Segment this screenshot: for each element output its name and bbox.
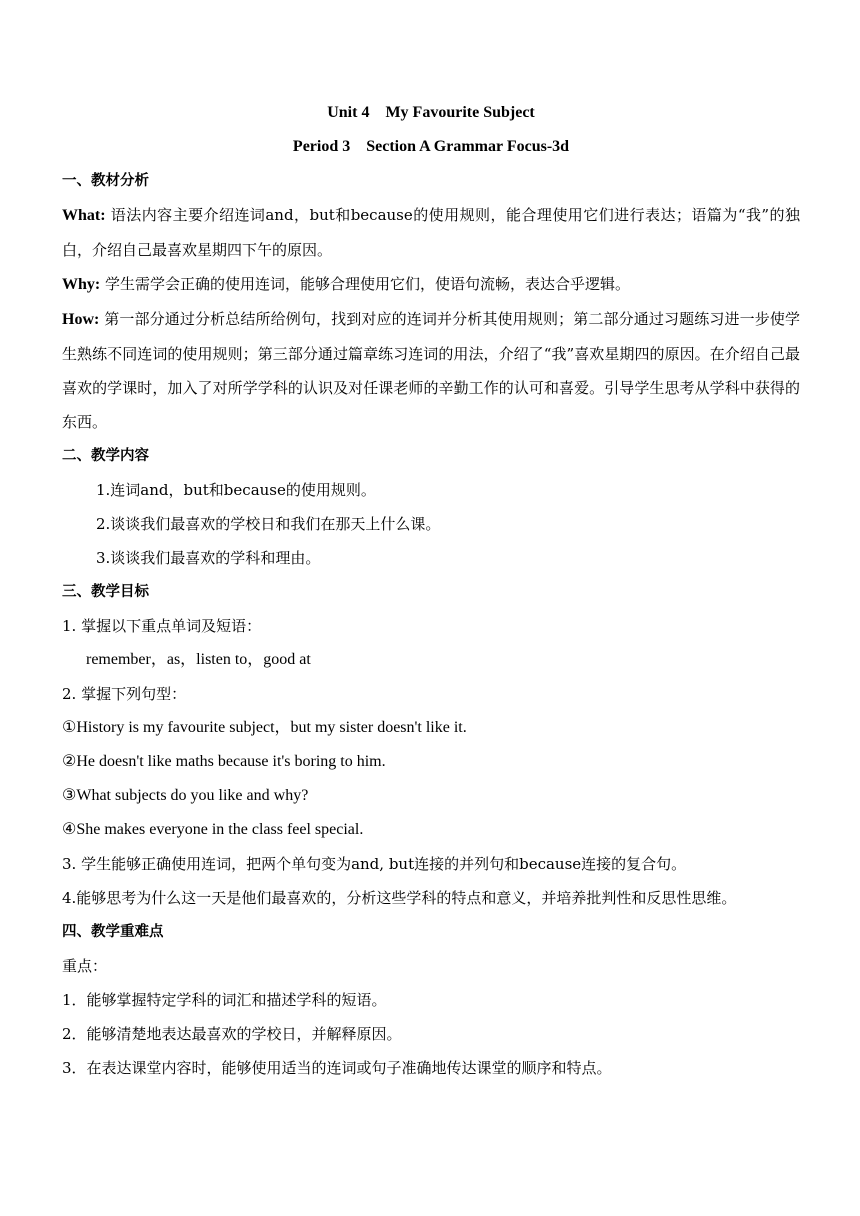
- sentence-pattern: ②He doesn't like maths because it's boring to him.: [62, 753, 386, 770]
- what-label: What:: [62, 207, 106, 224]
- sentence-pattern: ④She makes everyone in the class feel special.: [62, 821, 364, 838]
- goal-item: 2. 掌握下列句型：: [62, 685, 187, 703]
- key-point-item: 2．能够清楚地表达最喜欢的学校日，并解释原因。: [62, 1025, 402, 1043]
- content-item: 1.连词and，but和because的使用规则。: [96, 481, 376, 499]
- key-point-item: 1．能够掌握特定学科的词汇和描述学科的短语。: [62, 991, 387, 1009]
- what-text: 语法内容主要介绍连词and，but和because的使用规则，能合理使用它们进行表达；语篇为“我”的独白，介绍自己最喜欢星期四下午的原因。: [62, 206, 800, 259]
- section1-heading: 一、教材分析: [62, 173, 149, 189]
- document-title: Unit 4 My Favourite Subject: [327, 104, 535, 121]
- why-paragraph: [62, 267, 800, 302]
- content-item: 3.谈谈我们最喜欢的学科和理由。: [96, 549, 321, 567]
- how-paragraph: [62, 302, 800, 439]
- how-label: How:: [62, 311, 100, 328]
- goal-item: 4.能够思考为什么这一天是他们最喜欢的，分析这些学科的特点和意义，并培养批判性和反思性思维。: [62, 889, 737, 907]
- goal-item: 3. 学生能够正确使用连词，把两个单句变为and, but连接的并列句和because连接的复合句。: [62, 855, 687, 873]
- goal-item: 1. 掌握以下重点单词及短语：: [62, 617, 262, 635]
- key-words: remember，as，listen to，good at: [86, 651, 311, 668]
- sentence-pattern: ③What subjects do you like and why?: [62, 787, 309, 804]
- key-point-item: 3．在表达课堂内容时，能够使用适当的连词或句子准确地传达课堂的顺序和特点。: [62, 1059, 612, 1077]
- content-item: 2.谈谈我们最喜欢的学校日和我们在那天上什么课。: [96, 515, 441, 533]
- sentence-pattern: ①History is my favourite subject，but my sister doesn't like it.: [62, 719, 467, 736]
- document-subtitle: Period 3 Section A Grammar Focus-3d: [292, 138, 570, 155]
- section4-heading: 四、教学重难点: [62, 924, 164, 940]
- section2-heading: 二、教学内容: [62, 448, 149, 464]
- how-text: 第一部分通过分析总结所给例句，找到对应的连词并分析其使用规则；第二部分通过习题练习进一步使学生熟练不同连词的使用规则；第三部分通过篇章练习连词的用法，介绍了“我”喜欢星期四的原因。在介绍自己最喜欢的学课时，加入了对所学学科的认识及对任课老师的辛勤工作的认可和喜爱。引导学生思考从学科中获得的东西。: [62, 310, 800, 431]
- document-page: [62, 96, 800, 1085]
- what-paragraph: [62, 198, 800, 267]
- key-points-label: 重点：: [62, 957, 108, 975]
- why-label: Why:: [62, 276, 101, 293]
- why-text: 学生需学会正确的使用连词，能够合理使用它们，使语句流畅，表达合乎逻辑。: [100, 275, 631, 293]
- section3-heading: 三、教学目标: [62, 584, 149, 600]
